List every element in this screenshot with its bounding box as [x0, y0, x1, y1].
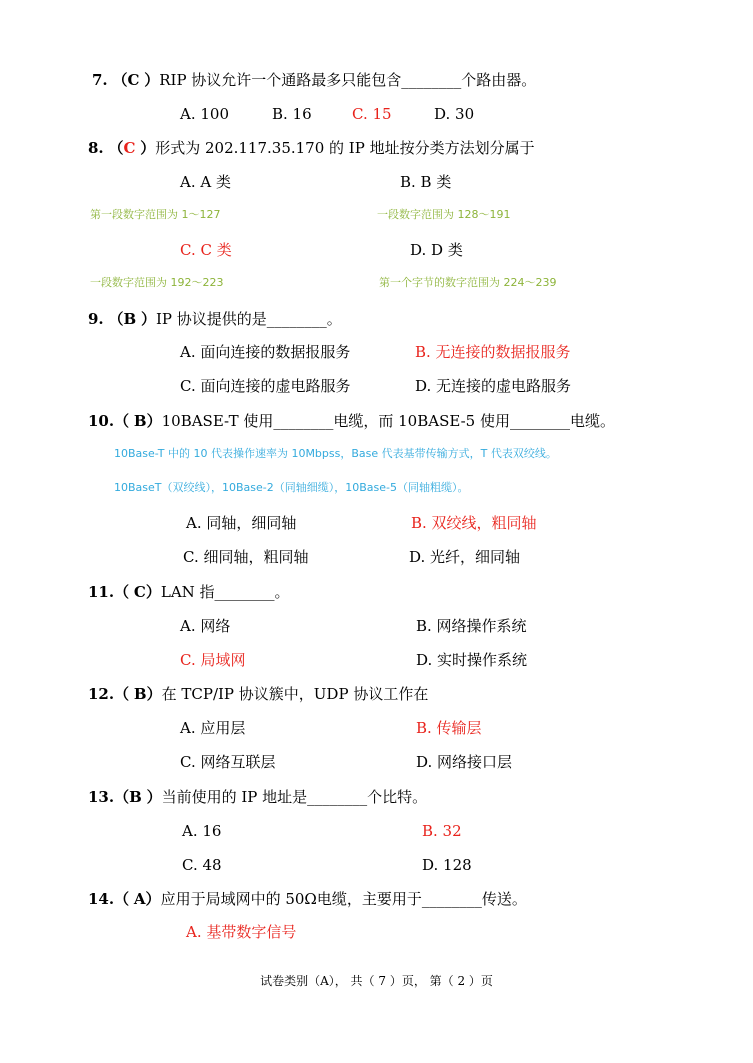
question-14 [88, 889, 527, 909]
question-text: RIP 协议允许一个通路最多只能包含________个路由器。 [159, 71, 537, 89]
question-text: 当前使用的 IP 地址是________个比特。 [161, 788, 428, 806]
paren-close: ） [146, 412, 162, 430]
option-a-correct: A. 基带数字信号 [186, 923, 297, 941]
answer-letter: B [133, 412, 147, 430]
question-9 [88, 309, 342, 329]
question-number: 11. [88, 583, 115, 601]
option-c: C. 网络互联层 [180, 753, 276, 771]
answer-letter: C [133, 583, 146, 601]
option-a: A. A 类 [180, 173, 231, 191]
paren-close: ） [140, 139, 156, 157]
question-text: 在 TCP/IP 协议簇中，UDP 协议工作在 [161, 685, 429, 703]
question-number: 8. [88, 139, 104, 157]
question-number: 12. [88, 685, 115, 703]
answer-letter: B [123, 310, 137, 328]
option-d: D. 光纤，细同轴 [409, 548, 521, 566]
option-b: B. B 类 [400, 173, 452, 191]
option-a: A. 面向连接的数据报服务 [180, 343, 351, 361]
option-a: A. 网络 [180, 617, 231, 635]
paren-close: ） [146, 788, 162, 806]
option-b: B. 网络操作系统 [416, 617, 527, 635]
option-b-correct: B. 无连接的数据报服务 [415, 343, 571, 361]
paren-close: ） [140, 310, 156, 328]
option-d: D. 无连接的虚电路服务 [415, 377, 572, 395]
question-12 [88, 684, 428, 704]
question-number: 13. [88, 788, 115, 806]
option-d: D. 30 [434, 105, 475, 123]
paren-open: （ [112, 71, 128, 89]
paren-open: （ [114, 412, 130, 430]
option-a: A. 应用层 [180, 719, 246, 737]
option-d: D. 实时操作系统 [416, 651, 528, 669]
paren-open: （ [108, 310, 124, 328]
option-a: A. 16 [182, 822, 222, 840]
option-b-correct: B. 双绞线，粗同轴 [411, 514, 537, 532]
option-a: A. 100 [180, 105, 229, 123]
paren-open: （ [108, 139, 124, 157]
option-c-correct: C. 局域网 [180, 651, 246, 669]
option-c: C. 48 [182, 856, 222, 874]
question-number: 10. [88, 412, 115, 430]
question-number: 9. [88, 310, 104, 328]
question-text: 应用于局域网中的 50Ω电缆，主要用于________传送。 [160, 890, 527, 908]
option-c: C. 面向连接的虚电路服务 [180, 377, 351, 395]
question-text: 10BASE-T 使用________电缆，而 10BASE-5 使用________电缆。 [161, 412, 615, 430]
paren-close: ） [144, 71, 160, 89]
paren-open: （ [114, 583, 130, 601]
page-footer: 试卷类别（A）， 共（ 7 ）页， 第（ 2 ）页 [260, 974, 493, 988]
answer-letter: B [133, 685, 147, 703]
option-a: A. 同轴，细同轴 [186, 514, 297, 532]
paren-open: （ [114, 685, 130, 703]
paren-open: （ [114, 788, 130, 806]
answer-letter: B [129, 788, 142, 806]
question-text: IP 协议提供的是________。 [155, 310, 342, 328]
answer-letter: C [127, 71, 140, 89]
note-c: 一段数字范围为 192～223 [90, 276, 224, 289]
option-d: D. D 类 [410, 241, 463, 259]
question-11 [88, 582, 290, 602]
note-2: 10BaseT（双绞线），10Base-2（同轴细缆），10Base-5（同轴粗缆）。 [114, 481, 469, 494]
question-number: 14. [88, 890, 115, 908]
option-c: C. 细同轴，粗同轴 [183, 548, 309, 566]
paren-open: （ [114, 890, 130, 908]
question-7 [92, 70, 536, 90]
question-text: 形式为 202.117.35.170 的 IP 地址按分类方法划分属于 [155, 139, 535, 157]
question-13 [88, 787, 427, 807]
option-d: D. 128 [422, 856, 472, 874]
note-a: 第一段数字范围为 1～127 [90, 208, 221, 221]
note-d: 第一个字节的数字范围为 224～239 [379, 276, 557, 289]
paren-close: ） [145, 890, 161, 908]
answer-letter: C [123, 139, 136, 157]
note-1: 10Base-T 中的 10 代表操作速率为 10Mbpss，Base 代表基带传输方式，T 代表双绞线。 [114, 447, 557, 460]
question-10 [88, 411, 615, 431]
option-b: B. 16 [272, 105, 312, 123]
paren-close: ） [146, 685, 162, 703]
option-c-correct: C. C 类 [180, 241, 232, 259]
note-b: 一段数字范围为 128～191 [377, 208, 511, 221]
answer-letter: A [133, 890, 146, 908]
question-number: 7. [92, 71, 108, 89]
option-b-correct: B. 32 [422, 822, 462, 840]
option-b-correct: B. 传输层 [416, 719, 482, 737]
question-text: LAN 指________。 [160, 583, 290, 601]
question-8 [88, 138, 535, 158]
option-c-correct: C. 15 [352, 105, 392, 123]
option-d: D. 网络接口层 [416, 753, 513, 771]
paren-close: ） [145, 583, 161, 601]
